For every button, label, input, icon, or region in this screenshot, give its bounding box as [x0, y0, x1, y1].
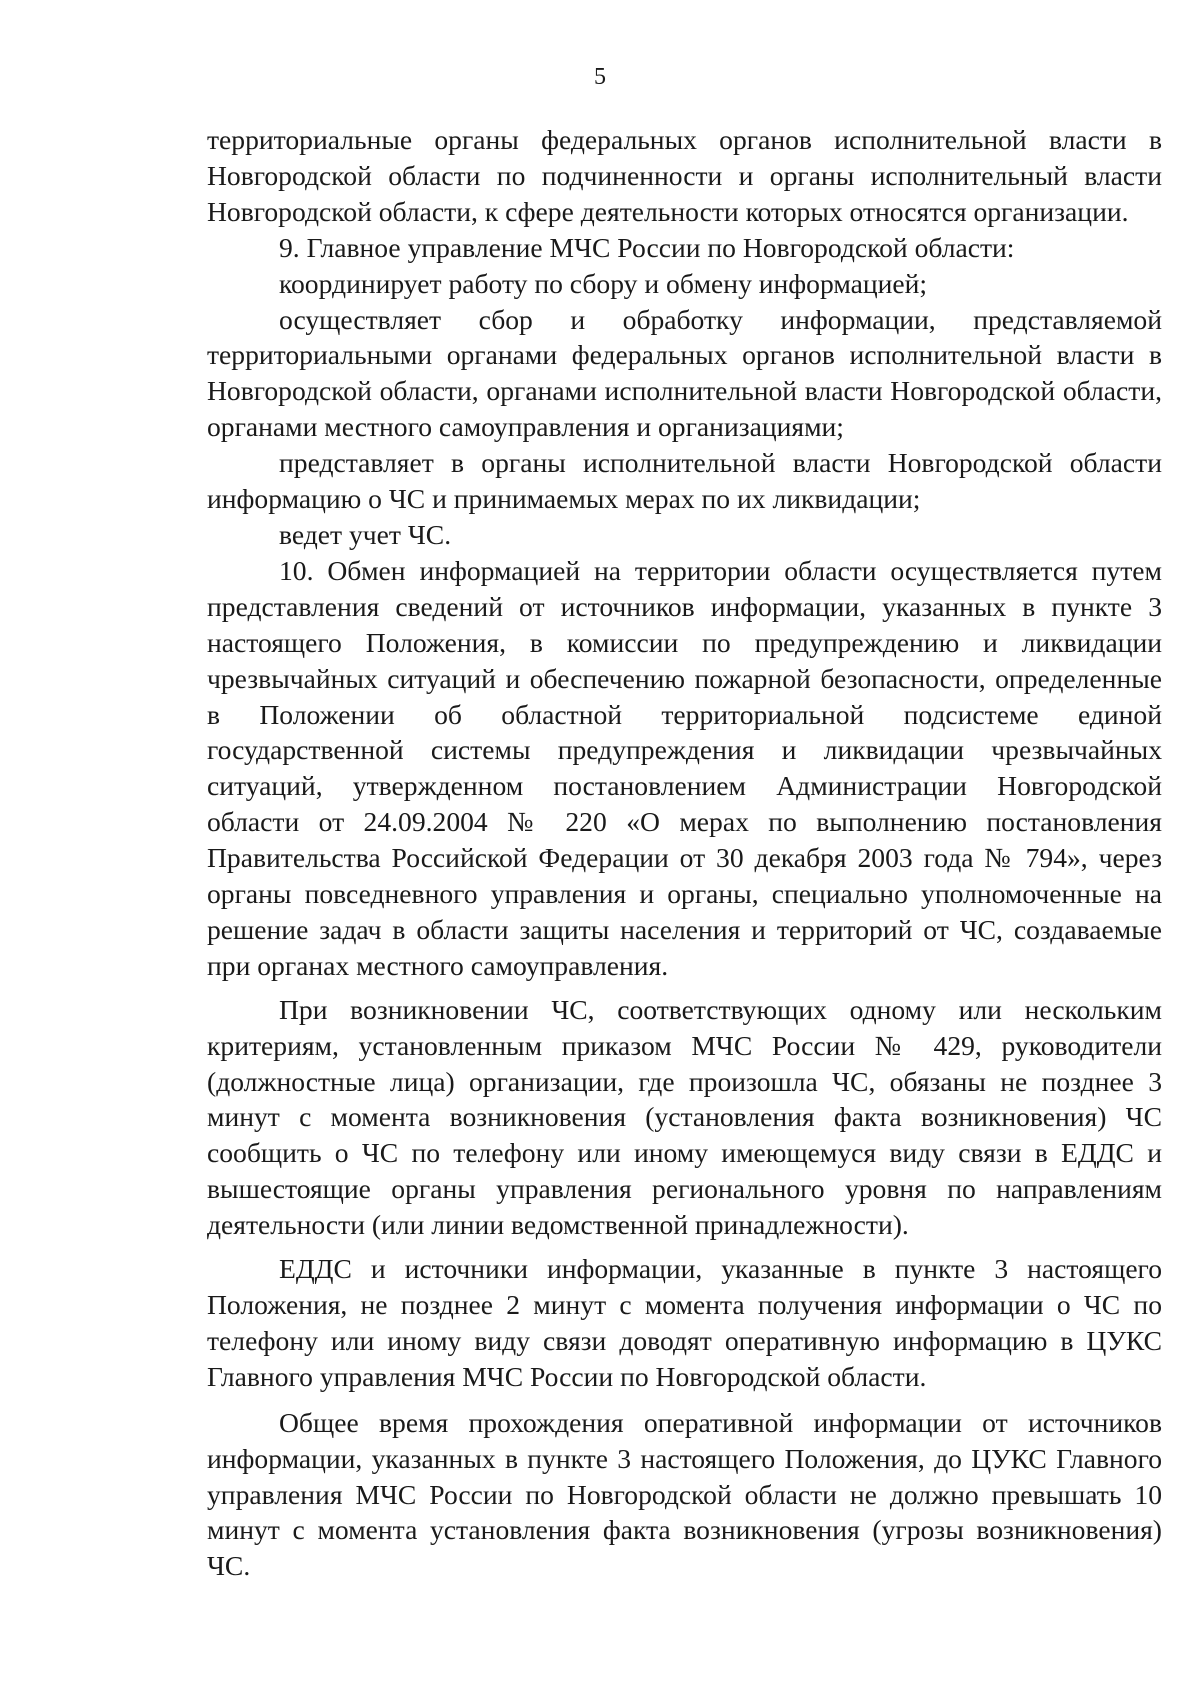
paragraph-item-10: 10. Обмен информацией на территории области осуществляется путем представления сведений от источников информации, указанных в пункте 3 настоящего Положения, в комиссии по предупреждению и ликвидации чрезвычайных ситуаций и обеспечению пожарной безопасности, определенные в Положении об областной территориальной подсистеме единой государственной системы предупреждения и ликвидации чрезвычайных ситуаций, утвержденном постановлением Администрации Новгородской области от 24.09.2004 № 220 «О мерах по выполнению постановления Правительства Российской Федерации от 30 декабря 2003 года № 794», через органы повседневного управления и органы, специально уполномоченные на решение задач в области защиты населения и территорий от ЧС, создаваемые при органах местного самоуправления. — [207, 554, 1162, 981]
paragraph-item-9-heading: 9. Главное управление МЧС России по Новгородской области: — [279, 231, 1015, 263]
paragraph-item-9-coordination: координирует работу по сбору и обмену информацией; — [279, 267, 928, 299]
page-number: 5 — [594, 64, 606, 90]
paragraph-emergency-notification: При возникновении ЧС, соответствующих одному или нескольким критериям, установленным приказом МЧС России № 429, руководители (должностные лица) организации, где произошла ЧС, обязаны не позднее 3 минут с момента возникновения (установления факта возникновения) ЧС сообщить о ЧС по телефону или иному имеющемуся виду связи в ЕДДС и вышестоящие органы управления регионального уровня по направлениям деятельности (или линии ведомственной принадлежности). — [207, 993, 1162, 1241]
paragraph-total-time-limit: Общее время прохождения оперативной информации от источников информации, указанных в пункте 3 настоящего Положения, до ЦУКС Главного управления МЧС России по Новгородской области не должно превышать 10 минут с момента установления факта возникновения (угрозы возникновения) ЧС. — [207, 1406, 1162, 1582]
paragraph-item-9-collection: осуществляет сбор и обработку информации, представляемой территориальными органами федеральных органов исполнительной власти в Новгородской области, органами исполнительной власти Новгородской области, органами местного самоуправления и организациями; — [207, 303, 1162, 443]
paragraph-item-9-reporting: представляет в органы исполнительной власти Новгородской области информацию о ЧС и принимаемых мерах по их ликвидации; — [207, 447, 1162, 515]
paragraph-edds-relay: ЕДДС и источники информации, указанные в пункте 3 настоящего Положения, не позднее 2 минут с момента получения информации о ЧС по телефону или иному виду связи доводят оперативную информацию в ЦУКС Главного управления МЧС России по Новгородской области. — [207, 1253, 1162, 1392]
paragraph-continuation: территориальные органы федеральных органов исполнительной власти в Новгородской области по подчиненности и органы исполнительный власти Новгородской области, к сфере деятельности которых относятся организации. — [207, 124, 1162, 227]
document-body — [207, 122, 1162, 1584]
paragraph-item-9-accounting: ведет учет ЧС. — [279, 518, 452, 550]
